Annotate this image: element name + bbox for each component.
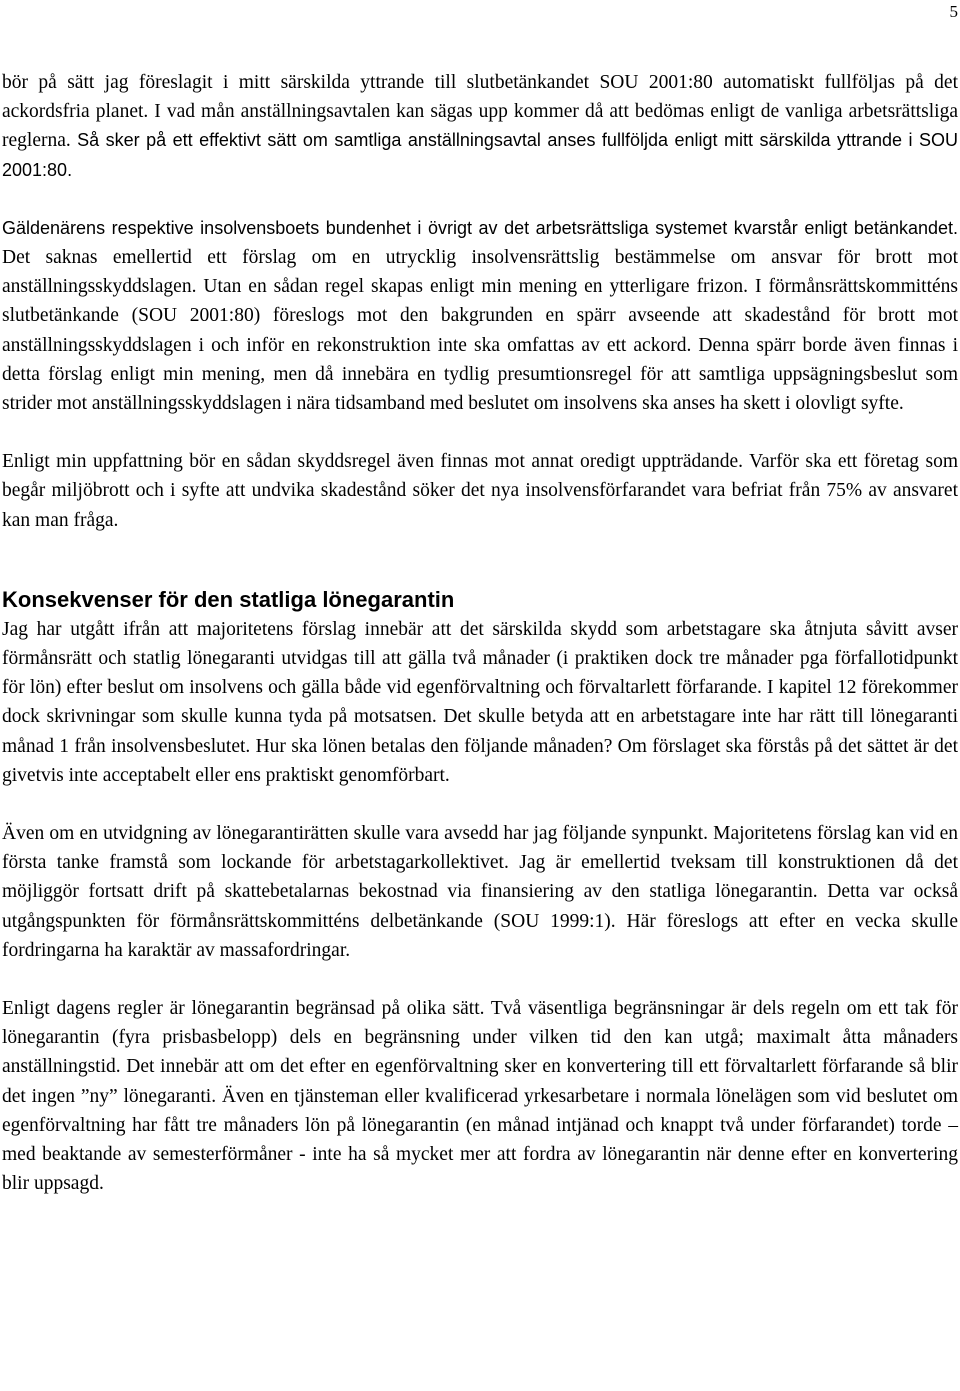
spacer — [2, 790, 958, 819]
paragraph-1-sans: Så sker på ett effektivt sätt om samtliga anställningsavtal anses fullföljda enligt mitt särskilda yttrande i SOU 2001:80. — [2, 130, 958, 180]
paragraph-1 — [2, 68, 958, 185]
paragraph-2-sans: Gäldenärens respektive insolvensboets bundenhet i övrigt av det arbetsrättsliga systemet kvarstår enligt betänkandet. — [2, 217, 958, 238]
paragraph-1-serif: bör på sätt jag föreslagit i mitt särskilda yttrande till slutbetänkandet SOU 2001:80 automatiskt fullföljas på det ackordsfria planet. I vad mån anställningsavtalen kan sägas upp kommer då att bedömas enligt de vanliga arbetsrättsliga reglerna. — [2, 72, 958, 152]
spacer — [2, 185, 958, 214]
spacer — [2, 535, 958, 585]
section-heading: Konsekvenser för den statliga lönegarantin — [2, 586, 455, 612]
paragraph-4: Jag har utgått ifrån att majoritetens förslag innebär att det särskilda skydd som arbetstagare ska åtnjuta såvitt avser förmånsrätt och statlig lönegaranti utvidgas till att gälla två månader (i praktiken dock tre månader pga förfallotidpunkt för lön) efter beslut om insolvens och gälla både vid egenförvaltning och förvaltarlett förfarande. I kapitel 12 förekommer dock skrivningar som skulle kunna tyda på motsatsen. Det skulle betyda att en arbetstagare inte har rätt till lönegaranti månad 1 från insolvensbeslutet. Hur ska lönen betalas den följande månaden? Om förslaget ska förstås på det sättet är det givetvis inte acceptabelt eller ens praktiskt genomförbart. — [2, 618, 958, 786]
paragraph-2 — [2, 214, 958, 418]
document-body — [2, 68, 958, 1199]
spacer — [2, 418, 958, 447]
page-number: 5 — [949, 2, 958, 21]
paragraph-5: Även om en utvidgning av lönegarantirätten skulle vara avsedd har jag följande synpunkt. Majoritetens förslag kan vid en första tanke framstå som lockande för arbetstagarkollektivet. Jag är emellertid tveksam till konstruktionen då det möjliggör fortsatt drift på skattebetalarnas bekostnad via finansiering av den statliga lönegarantin. Detta var också utgångspunkten för förmånsrättskommitténs delbetänkande (SOU 1999:1). Här föreslogs att efter en vecka skulle fordringarna ha karaktär av massafordringar. — [2, 823, 958, 961]
spacer — [2, 965, 958, 994]
paragraph-6: Enligt dagens regler är lönegarantin begränsad på olika sätt. Två väsentliga begränsningar är dels regeln om ett tak för lönegarantin (fyra prisbasbelopp) dels en begränsning under vilken tid den kan utgå; maximalt åtta månaders anställningstid. Det innebär att om det efter en egenförvaltning sker en konvertering till ett förvaltarlett förfarande så blir det ingen ”ny” lönegaranti. Även en tjänsteman eller kvalificerad yrkesarbetare i normala lönelägen som vid beslutet om egenförvaltning har fått tre månaders lön på lönegarantin (en månad intjänad och knappt två under förfarandet) torde – med beaktande av semesterförmåner - inte ha så mycket mer att fordra av lönegarantin när denne efter en konvertering blir uppsagd. — [2, 998, 958, 1195]
paragraph-2-serif: Det saknas emellertid ett förslag om en utrycklig insolvensrättslig bestämmelse om ansvar för brott mot anställningsskyddslagen. Utan en sådan regel skapas enligt min mening en ytterligare frizon. I förmånsrättskommitténs slutbetänkande (SOU 2001:80) föreslogs mot den bakgrunden en spärr avseende att skadestånd för brott mot anställningsskyddslagen i och inför en rekonstruktion inte ska omfattas av ett ackord. Denna spärr borde även finnas i detta förslag enligt min mening, men då innebära en tydlig presumtionsregel för att samtliga uppsägningsbeslut som strider mot anställningsskyddslagen i nära tidsamband med beslutet om insolvens ska anses ha skett i olovligt syfte. — [2, 247, 958, 415]
paragraph-3: Enligt min uppfattning bör en sådan skyddsregel även finnas mot annat oredigt uppträdande. Varför ska ett företag som begår miljöbrott och i syfte att undvika skadestånd söker det nya insolvensförfarandet vara befriat från 75% av ansvaret kan man fråga. — [2, 451, 958, 531]
